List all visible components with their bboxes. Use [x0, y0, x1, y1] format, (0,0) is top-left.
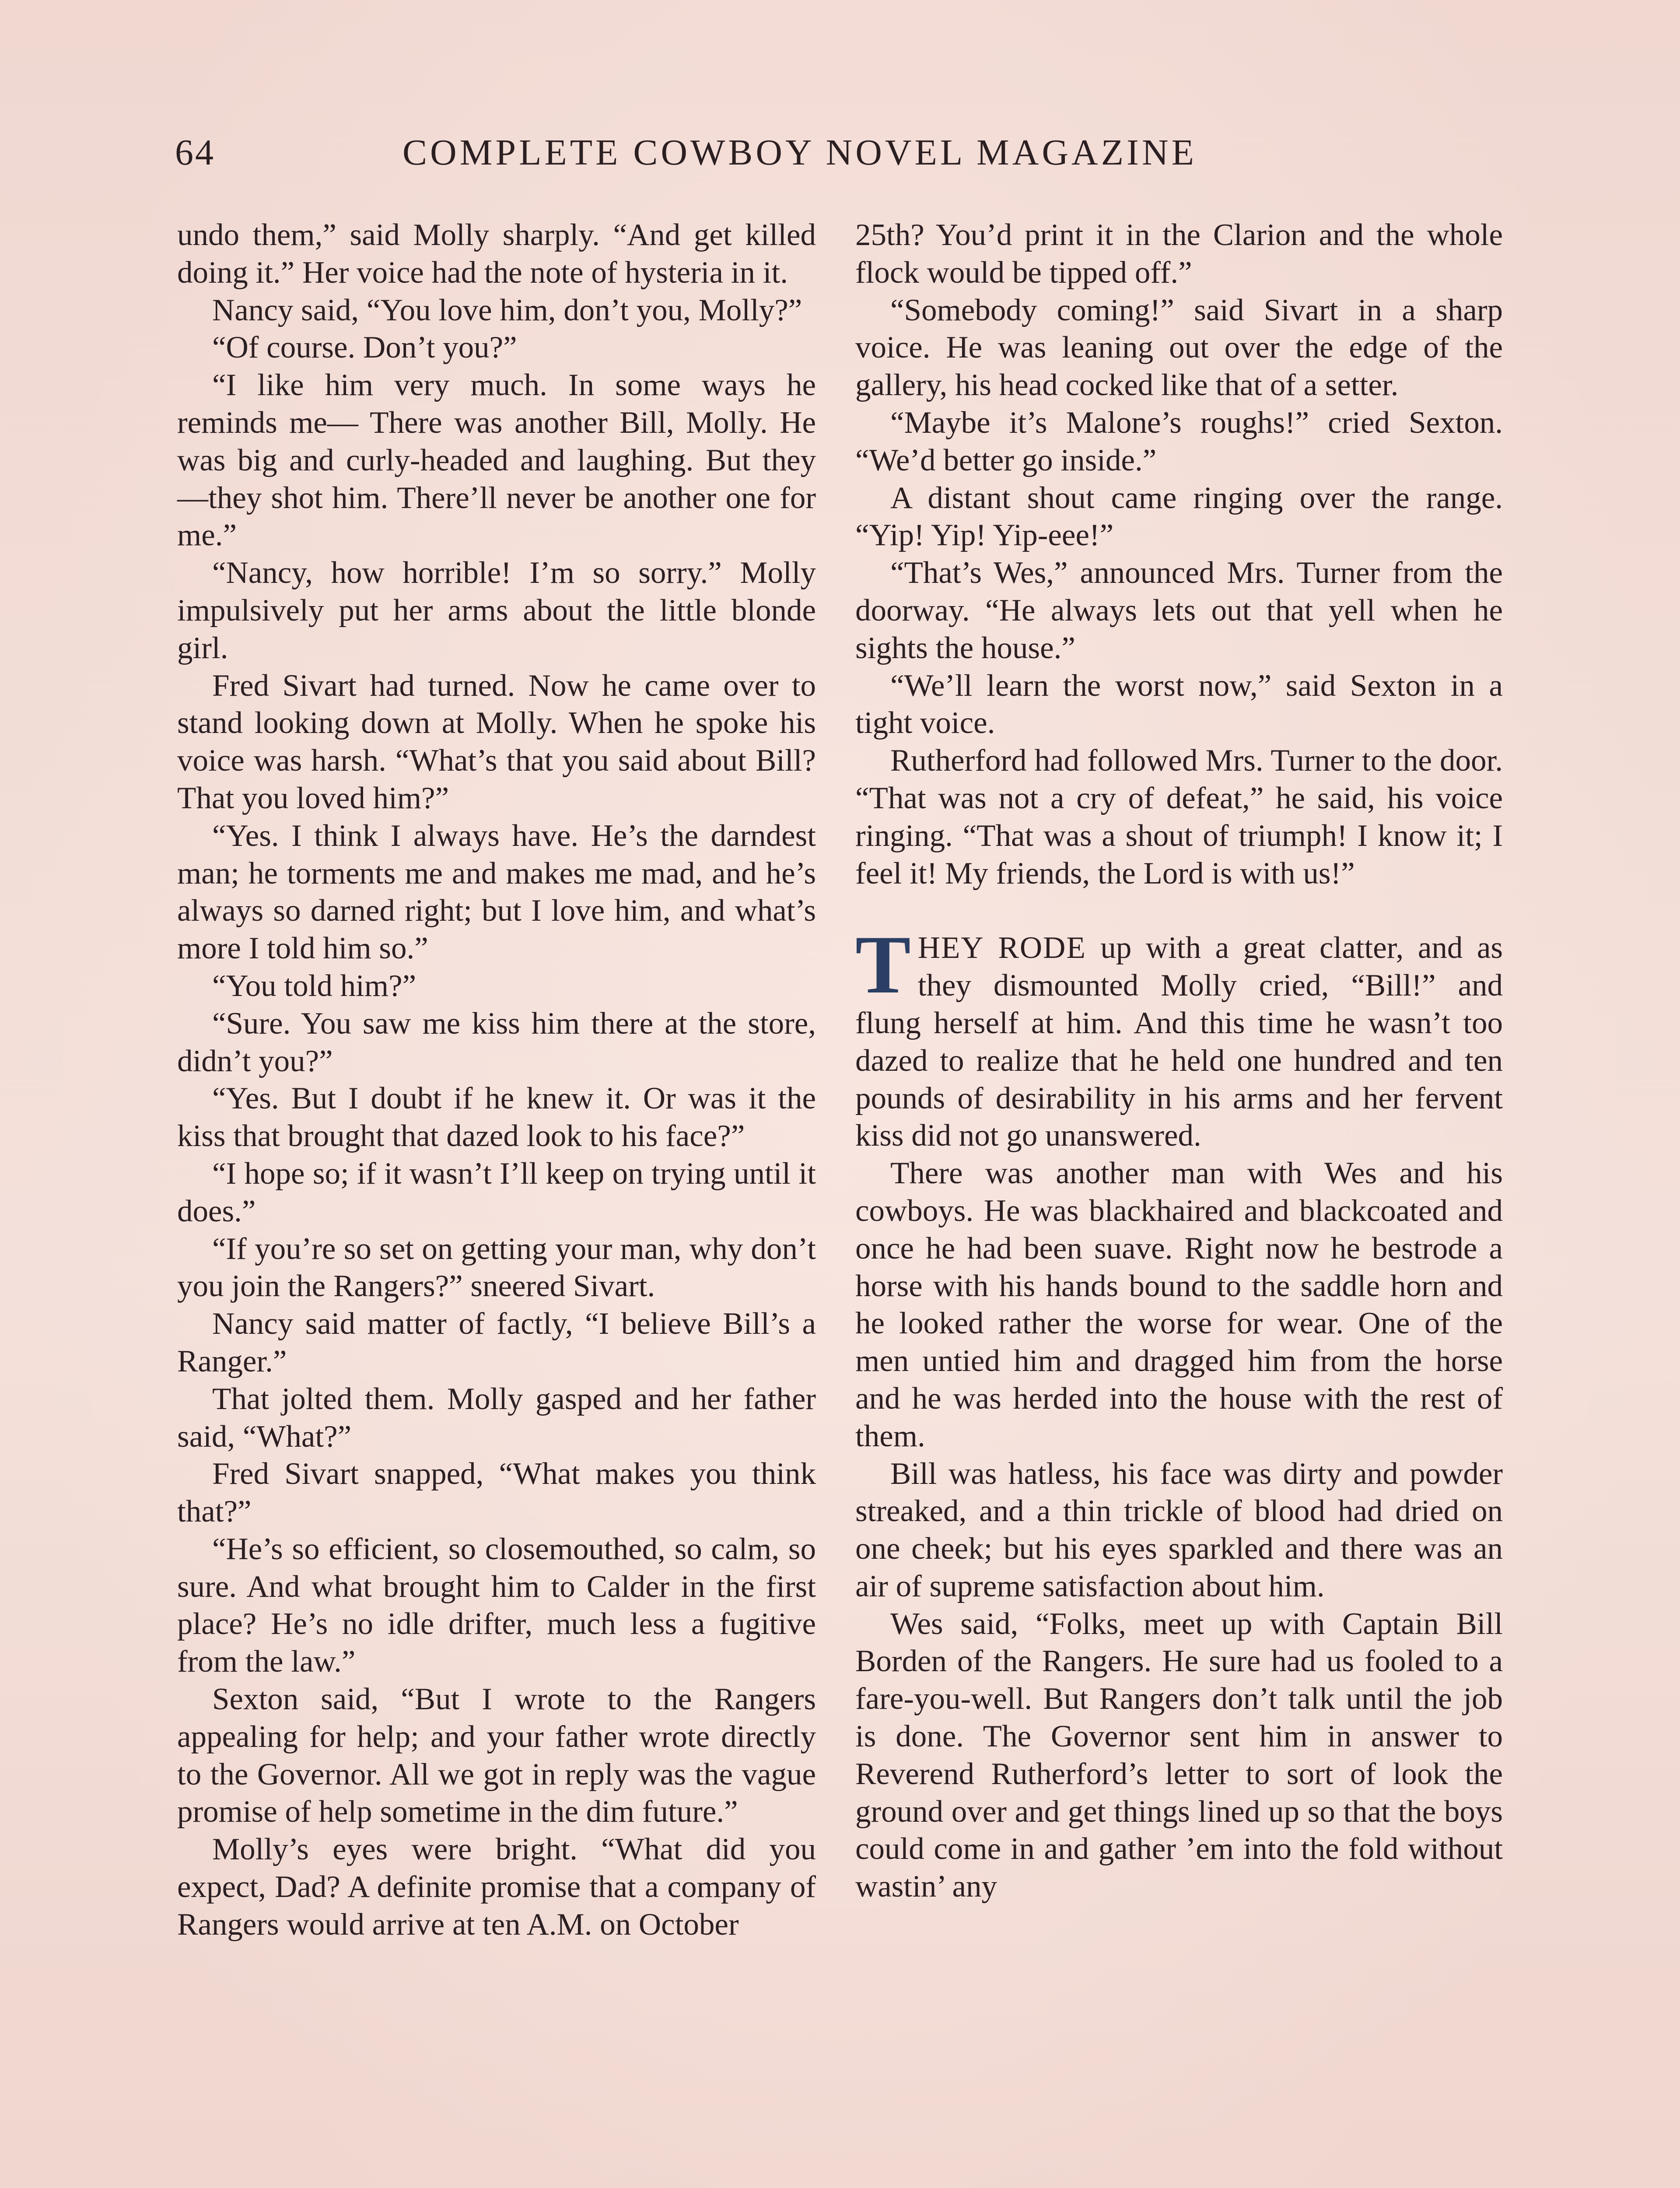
paragraph: Wes said, “Folks, meet up with Captain Bill Borden of the Rangers. He sure had us fooled to a fare-you-well. But Rangers don’t talk until the job is done. The Governor sent him in answer to Reverend Rutherford’s letter to sort of look the ground over and get things lined up so that the boys could come in and gather ’em into the fold without wastin’ any	[855, 1606, 1503, 1904]
drop-cap: T	[855, 919, 911, 1011]
paragraph: “Nancy, how horrible! I’m so sorry.” Molly impulsively put her arms about the little blonde girl.	[177, 556, 816, 665]
running-header	[175, 131, 1509, 179]
paragraph: “You told him?”	[212, 968, 416, 1003]
paragraph: Nancy said, “You love him, don’t you, Molly?”	[212, 293, 802, 327]
paragraph: “Maybe it’s Malone’s roughs!” cried Sexton. “We’d better go inside.”	[855, 405, 1503, 477]
paragraph: “If you’re so set on getting your man, why don’t you join the Rangers?” sneered Sivart.	[177, 1231, 816, 1304]
paragraph: That jolted them. Molly gasped and her father said, “What?”	[177, 1382, 816, 1454]
paragraph: “Yes. But I doubt if he knew it. Or was it the kiss that brought that dazed look to his face?”	[177, 1081, 816, 1154]
paragraph: There was another man with Wes and his cowboys. He was blackhaired and blackcoated and once he had been suave. Right now he bestrode a horse with his hands bound to the saddle horn and he looked rather the worse for wear. One of the men untied him and dragged him from the horse and he was herded into the house with the rest of them.	[855, 1156, 1503, 1453]
paragraph: “Somebody coming!” said Sivart in a sharp voice. He was leaning out over the edge of the gallery, his head cocked like that of a setter.	[855, 293, 1503, 403]
paragraph: 25th? You’d print it in the Clarion and the whole flock would be tipped off.”	[855, 218, 1503, 290]
right-column	[855, 217, 1503, 1906]
paragraph: Rutherford had followed Mrs. Turner to the door. “That was not a cry of defeat,” he said, his voice ringing. “That was a shout of triumph! I know it; I feel it! My friends, the Lord is with us!”	[855, 743, 1503, 891]
paragraph: Sexton said, “But I wrote to the Rangers appealing for help; and your father wrote directly to the Governor. All we got in reply was the vague promise of help sometime in the dim future.”	[177, 1682, 816, 1829]
paragraph: “That’s Wes,” announced Mrs. Turner from the doorway. “He always lets out that yell when he sights the house.”	[855, 556, 1503, 665]
paragraph: Molly’s eyes were bright. “What did you expect, Dad? A definite promise that a company of Rangers would arrive at ten A.M. on October	[177, 1832, 816, 1942]
paragraph: Fred Sivart snapped, “What makes you think that?”	[177, 1457, 816, 1529]
paragraph: “I like him very much. In some ways he reminds me— There was another Bill, Molly. He was big and curly-headed and laughing. But they —they shot him. There’ll never be another one for me.”	[177, 368, 816, 553]
lead-caps: HEY RODE	[917, 931, 1086, 965]
left-column	[177, 217, 816, 1944]
section-break	[855, 892, 1503, 929]
section-opening-paragraph	[855, 919, 1503, 1155]
paragraph-text: up with a great clatter, and as they dismounted Molly cried, “Bill!” and flung herself at him. And this time he wasn’t too dazed to realize that he held one hundred and ten pounds of desirability in his arms and her fervent kiss did not go unanswered.	[855, 931, 1503, 1153]
paragraph: “Sure. You saw me kiss him there at the store, didn’t you?”	[177, 1006, 816, 1078]
paragraph: Bill was hatless, his face was dirty and powder streaked, and a thin trickle of blood had dried on one cheek; but his eyes sparkled and there was an air of supreme satisfaction about him.	[855, 1456, 1503, 1603]
paragraph: undo them,” said Molly sharply. “And get killed doing it.” Her voice had the note of hysteria in it.	[177, 218, 816, 290]
paragraph: “We’ll learn the worst now,” said Sexton in a tight voice.	[855, 668, 1503, 740]
paragraph: A distant shout came ringing over the range. “Yip! Yip! Yip-eee!”	[855, 480, 1503, 553]
paragraph: “Of course. Don’t you?”	[212, 330, 517, 365]
paragraph: Fred Sivart had turned. Now he came over to stand looking down at Molly. When he spoke his voice was harsh. “What’s that you said about Bill? That you loved him?”	[177, 668, 816, 815]
paragraph: Nancy said matter of factly, “I believe Bill’s a Ranger.”	[177, 1307, 816, 1378]
magazine-title: COMPLETE COWBOY NOVEL MAGAZINE	[402, 132, 1197, 173]
paragraph: “He’s so efficient, so closemouthed, so calm, so sure. And what brought him to Calder in the first place? He’s no idle drifter, much less a fugitive from the law.”	[177, 1532, 816, 1679]
paragraph: “Yes. I think I always have. He’s the darndest man; he torments me and makes me mad, and he’s always so darned right; but I love him, and what’s more I told him so.”	[177, 818, 816, 966]
paragraph: “I hope so; if it wasn’t I’ll keep on trying until it does.”	[177, 1156, 816, 1228]
page-number: 64	[175, 132, 215, 173]
